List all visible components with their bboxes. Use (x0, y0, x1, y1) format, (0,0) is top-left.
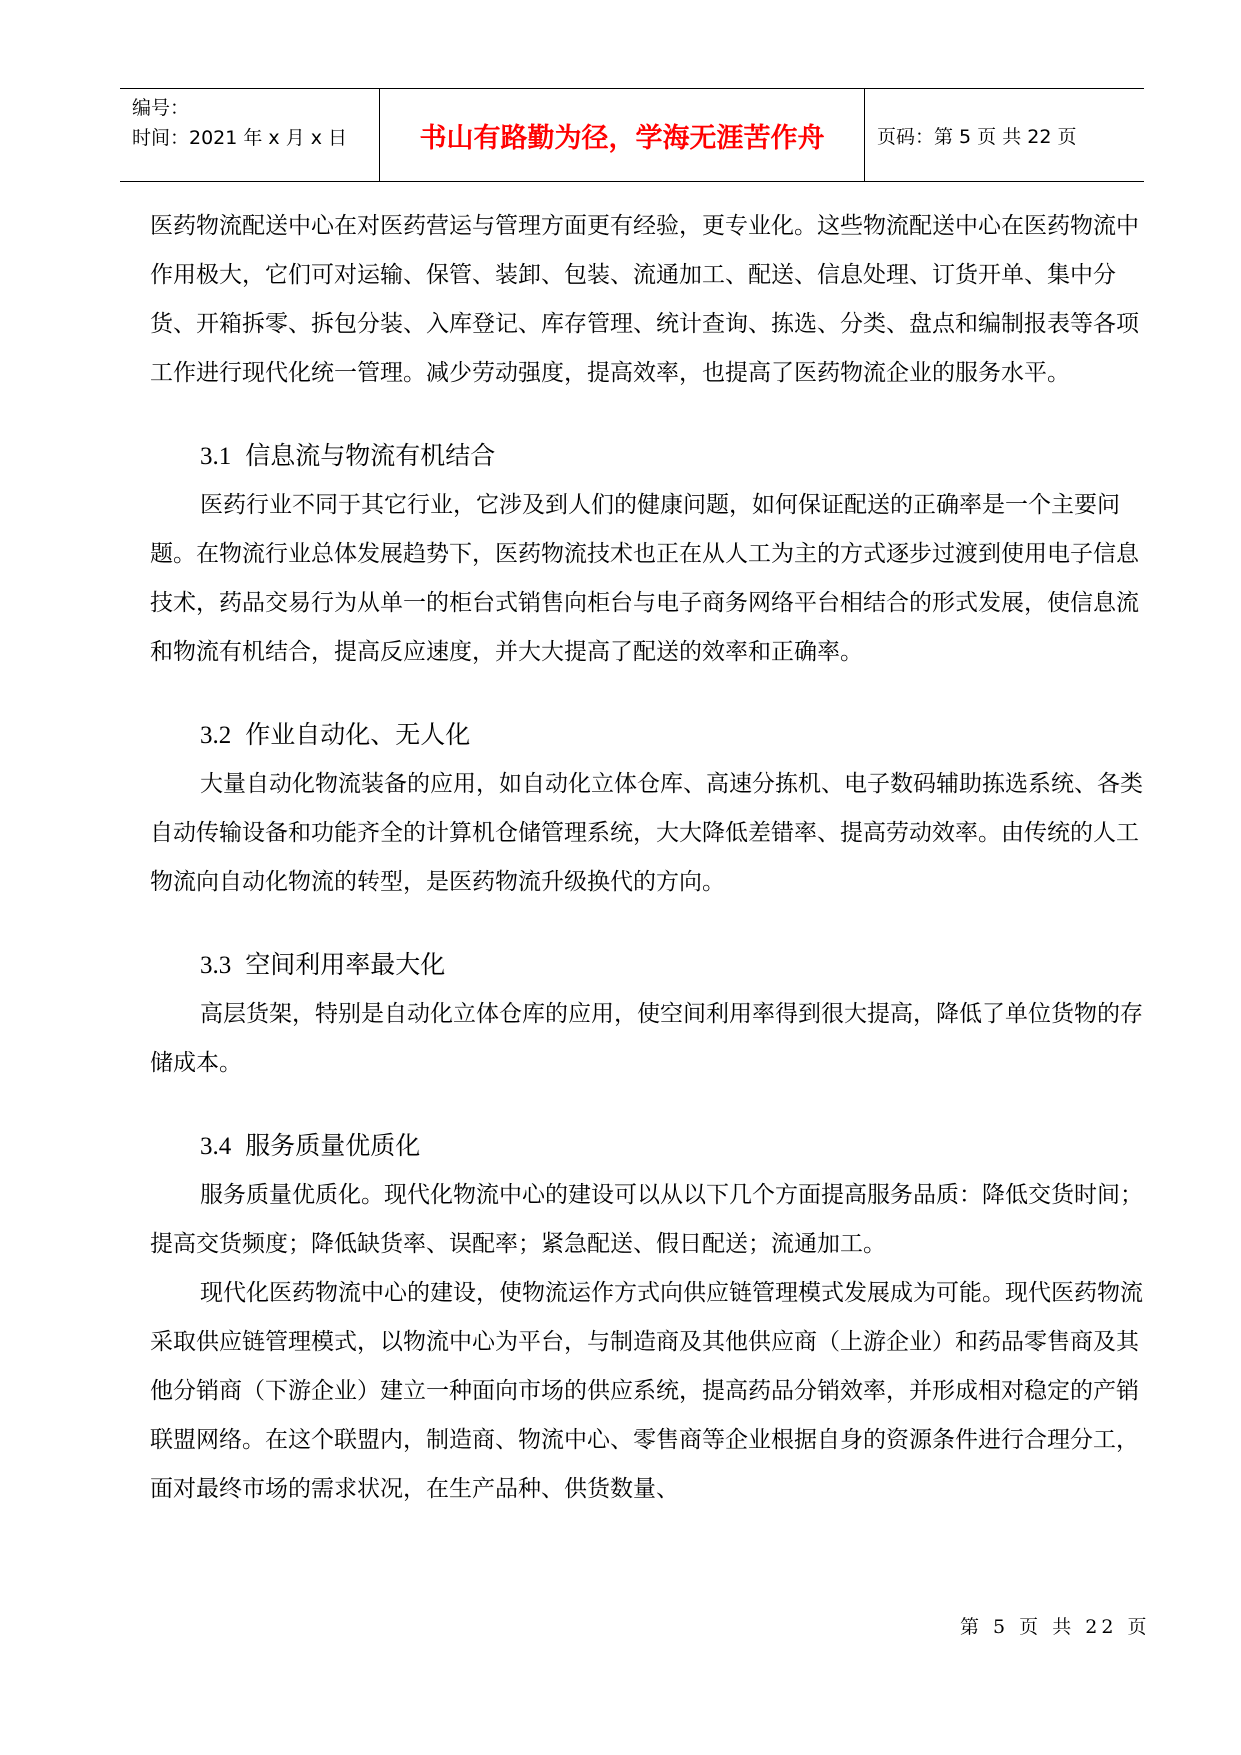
document-body (150, 202, 1145, 1514)
header-page-label: 页码：第 5 页 共 22 页 (877, 125, 1077, 148)
section-heading-3-2 (200, 713, 1145, 758)
section-heading-3-1 (200, 434, 1145, 479)
section-title: 作业自动化、无人化 (245, 720, 471, 749)
section-title: 服务质量优质化 (245, 1131, 421, 1160)
document-time-label: 时间：2021 年 x 月 x 日 (132, 127, 348, 149)
section-number: 3.2 (200, 722, 232, 749)
section-number: 3.3 (200, 952, 232, 979)
section-title: 信息流与物流有机结合 (245, 441, 496, 470)
header-motto: 书山有路勤为径，学海无涯苦作舟 (380, 89, 865, 181)
section-paragraph: 现代化医药物流中心的建设，使物流运作方式向供应链管理模式发展成为可能。现代医药物流采取供应链管理模式，以物流中心为平台，与制造商及其他供应商（上游企业）和药品零售商及其他分销商（下游企业）建立一种面向市场的供应系统，提高药品分销效率，并形成相对稳定的产销联盟网络。在这个联盟内，制造商、物流中心、零售商等企业根据自身的资源条件进行合理分工，面对最终市场的需求状况，在生产品种、供货数量、 (150, 1280, 1143, 1502)
section-number: 3.4 (200, 1133, 232, 1160)
section-number: 3.1 (200, 443, 232, 470)
page-header (120, 88, 1144, 182)
section-heading-3-3 (200, 943, 1145, 988)
section-paragraph: 服务质量优质化。现代化物流中心的建设可以从以下几个方面提高服务品质：降低交货时间；提高交货频度；降低缺货率、误配率；紧急配送、假日配送；流通加工。 (150, 1182, 1143, 1257)
page-footer: 第 5 页 共 22 页 (960, 1616, 1151, 1638)
section-heading-3-4 (200, 1124, 1145, 1169)
document-number-label: 编号： (132, 97, 190, 119)
header-meta-cell (120, 89, 380, 181)
section-paragraph: 大量自动化物流装备的应用，如自动化立体仓库、高速分拣机、电子数码辅助拣选系统、各类自动传输设备和功能齐全的计算机仓储管理系统，大大降低差错率、提高劳动效率。由传统的人工物流向自动化物流的转型，是医药物流升级换代的方向。 (150, 771, 1143, 895)
intro-paragraph: 医药物流配送中心在对医药营运与管理方面更有经验，更专业化。这些物流配送中心在医药物流中作用极大，它们可对运输、保管、装卸、包装、流通加工、配送、信息处理、订货开单、集中分货、开箱拆零、拆包分装、入库登记、库存管理、统计查询、拣选、分类、盘点和编制报表等各项工作进行现代化统一管理。减少劳动强度，提高效率，也提高了医药物流企业的服务水平。 (150, 213, 1139, 386)
section-paragraph: 医药行业不同于其它行业，它涉及到人们的健康问题，如何保证配送的正确率是一个主要问题。在物流行业总体发展趋势下，医药物流技术也正在从人工为主的方式逐步过渡到使用电子信息技术，药品交易行为从单一的柜台式销售向柜台与电子商务网络平台相结合的形式发展，使信息流和物流有机结合，提高反应速度，并大大提高了配送的效率和正确率。 (150, 492, 1139, 665)
section-paragraph: 高层货架，特别是自动化立体仓库的应用，使空间利用率得到很大提高，降低了单位货物的存储成本。 (150, 1001, 1143, 1076)
section-title: 空间利用率最大化 (245, 950, 446, 979)
